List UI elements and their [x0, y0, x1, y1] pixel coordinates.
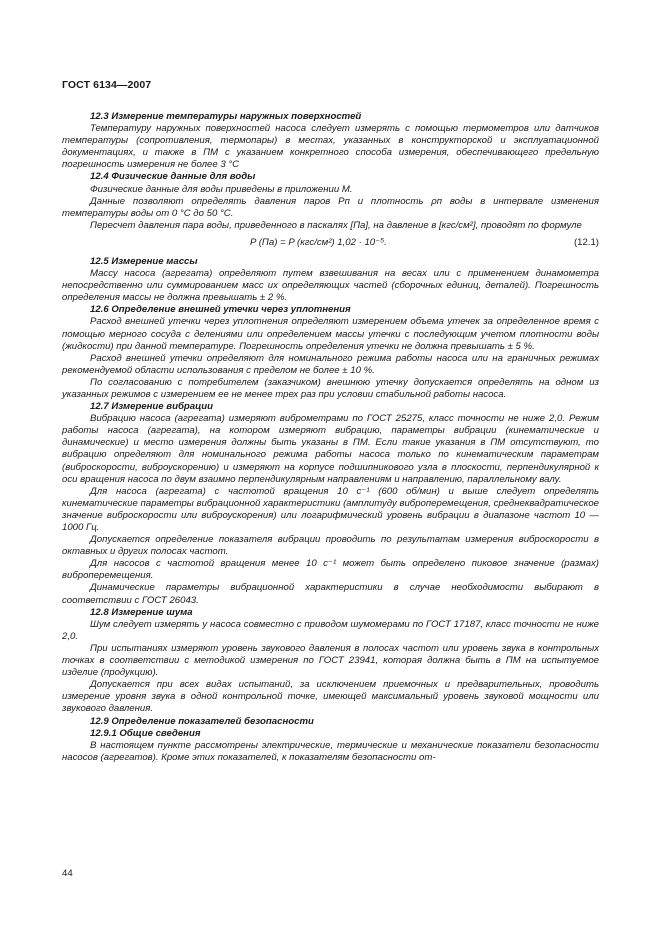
- paragraph: Допускается определение показателя вибрации проводить по результатам измерения виброскорости в октавных и других полосах частот.: [62, 534, 599, 558]
- paragraph: Для насосов с частотой вращения менее 10 с⁻¹ может быть определено пиковое значение (размах) виброперемещения.: [62, 558, 599, 582]
- paragraph: По согласованию с потребителем (заказчиком) внешнюю утечку допускается определять на одном из указанных режимов с измерением ее не менее трех раз при условии стабильной работы насоса.: [62, 376, 599, 400]
- paragraph: Массу насоса (агрегата) определяют путем взвешивания на весах или с применением динамометра непосредственно или суммированием масс их определяющих частей (сборочных единиц, деталей). Погрешность определения массы не должна превышать ± 2 %.: [62, 268, 599, 304]
- document-body: [62, 111, 599, 764]
- paragraph: При испытаниях измеряют уровень звукового давления в полосах частот или уровень звука в контрольных точках в соответствии с методикой измерения по ГОСТ 23941, которая должна быть в ПМ на испытуемое изделие (продукцию).: [62, 642, 599, 679]
- paragraph: Для насоса (агрегата) с частотой вращения 10 с⁻¹ (600 об/мин) и выше следует определять кинематические параметры вибрационной характеристики (амплитуду виброперемещения, среднеквадратическое значение виброскорости или виброускорения) или логарифмический уровень вибрации в диапазоне частот 10 — 1000 Гц.: [62, 485, 599, 533]
- paragraph: Данные позволяют определять давления паров Pп и плотность ρп воды в интервале изменения температуры воды от 0 °С до 50 °С.: [62, 195, 599, 219]
- paragraph: Расход внешней утечки определяют для номинального режима работы насоса или на граничных режимах рекомендуемой области использования с пределом не более ± 10 %.: [62, 352, 599, 376]
- section-heading: 12.5 Измерение массы: [90, 255, 198, 267]
- paragraph: Допускается при всех видах испытаний, за исключением приемочных и предварительных, проводить измерение уровня звука в одной контрольной точке, имеющей максимальный уровень звуковой мощности или звукового давления.: [62, 679, 599, 715]
- page-number: 44: [62, 868, 73, 879]
- paragraph: Шум следует измерять у насоса совместно с приводом шумомерами по ГОСТ 17187, класс точности не ниже 2,0.: [62, 618, 599, 642]
- paragraph: Пересчет давления пара воды, приведенного в паскалях [Па], на давление в [кгс/см²], проводят по формуле: [90, 219, 582, 231]
- paragraph: В настоящем пункте рассмотрены электрические, термические и механические показатели безопасности насосов (агрегатов). Кроме этих показателей, к показателям безопасности от-: [62, 739, 599, 763]
- section-heading: 12.7 Измерение вибрации: [90, 401, 213, 413]
- paragraph: Расход внешней утечки через уплотнения определяют измерением объема утечек за определенное время с помощью мерного сосуда с делениями или определением массы утечки с последующим учетом плотности воды (жидкости) при данной температуре. Погрешность определения утечки не должна превышать ± 5 %.: [62, 316, 599, 352]
- section-heading: 12.6 Определение внешней утечки через уплотнения: [90, 304, 351, 316]
- paragraph: Температуру наружных поверхностей насоса следует измерять с помощью термометров или датчиков температуры (сопротивления, термопары) в местах, указанных в конструкторской и эксплуатационной документациях, и также в ПМ с указанием конкретного способа измерения, обеспечивающего предельную погрешность измерения не более 3 °С: [62, 123, 599, 171]
- section-heading: 12.3 Измерение температуры наружных поверхностей: [90, 111, 362, 122]
- section-heading: 12.9.1 Общие сведения: [90, 727, 201, 739]
- formula-number: (12.1): [573, 236, 599, 248]
- paragraph: Динамические параметры вибрационной характеристики в случае необходимости выбирают в соответствии с ГОСТ 26043.: [62, 582, 599, 606]
- section-heading: 12.9 Определение показателей безопасности: [90, 715, 314, 727]
- formula-line: [62, 236, 599, 250]
- document-header: ГОСТ 6134—2007: [62, 79, 152, 91]
- paragraph: Вибрацию насоса (агрегата) измеряют виброметрами по ГОСТ 25275, класс точности не ниже 2,0. Режим работы насоса (агрегата), на котором измеряют вибрацию, параметры вибрации (кинематические и динамические) и место измерения должны быть указаны в ПМ. Если такие указания в ПМ отсутствуют, то вибрацию определяют для номинального режима работы насоса только по кинематическим параметрам (виброскорости, виброускорению) и измеряют на корпусе подшипникового узла в плоскости, перпендикулярной к оси вращения насоса по двум взаимно перпендикулярным направлениям и направлению, параллельному валу.: [62, 413, 599, 485]
- formula: P (Па) = P (кгс/см²) 1,02 · 10⁻⁵.: [250, 236, 387, 248]
- section-heading: 12.4 Физические данные для воды: [90, 171, 256, 183]
- paragraph: Физические данные для воды приведены в приложении М.: [90, 183, 353, 195]
- section-heading: 12.8 Измерение шума: [90, 606, 193, 618]
